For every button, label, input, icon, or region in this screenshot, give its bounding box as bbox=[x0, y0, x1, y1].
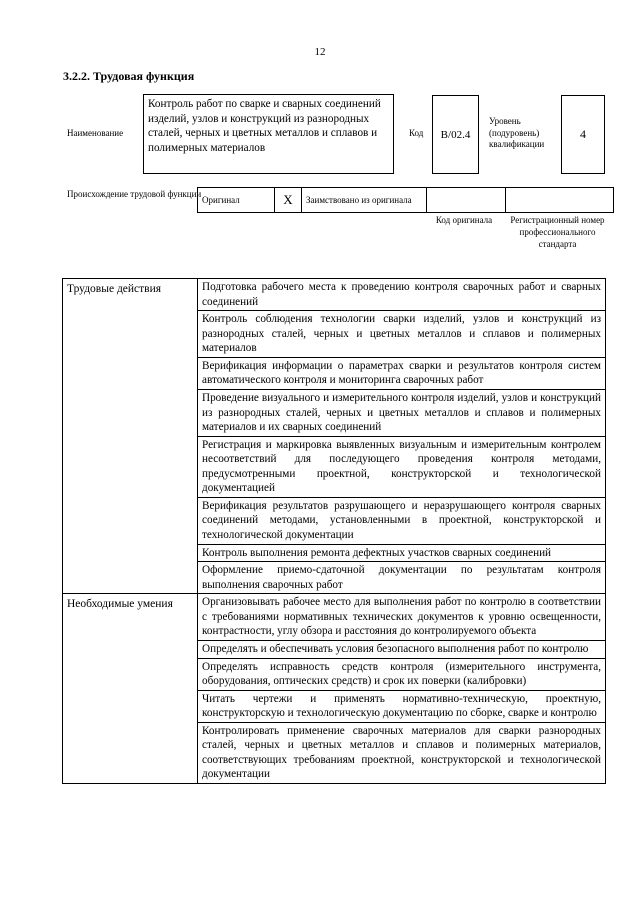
table-item: Читать чертежи и применять нормативно-техническую, проектную, конструкторскую и технологическую документацию по сборке, сварке и контролю bbox=[198, 690, 606, 722]
borrowed-label: Заимствовано из оригинала bbox=[302, 188, 427, 213]
table-item: Верификация результатов разрушающего и неразрушающего контроля сварных соединений методами, установленными в проектной, конструкторской и технологической документации bbox=[198, 497, 606, 544]
table-item: Определять исправность средств контроля (измерительного инструмента, оборудования, оптических средств) и срок их поверки (калибровки) bbox=[198, 658, 606, 690]
origin-label: Происхождение трудовой функции bbox=[67, 189, 202, 199]
table-row bbox=[63, 279, 606, 311]
page-number: 12 bbox=[314, 46, 326, 58]
original-code-caption: Код оригинала bbox=[435, 215, 493, 225]
table-item: Определять и обеспечивать условия безопасного выполнения работ по контролю bbox=[198, 640, 606, 658]
table-item: Организовывать рабочее место для выполнения работ по контролю в соответствии с требованиями нормативных технических документов к уровню освещенности, контрастности, углу обзора и расстояния до контролируемого объекта bbox=[198, 594, 606, 641]
code-label: Код bbox=[409, 128, 424, 138]
level-label-line-2: (подуровень) bbox=[489, 127, 540, 138]
original-mark: X bbox=[275, 188, 302, 213]
function-name-box: Контроль работ по сварке и сварных соединений изделий, узлов и конструкций из разнородных сталей, черных и цветных металлов и сплавов и полимерных материалов bbox=[143, 94, 394, 174]
table-item: Контроль соблюдения технологии сварки изделий, узлов и конструкций из разнородных сталей, черных и цветных металлов и сплавов и полимерных материалов bbox=[198, 311, 606, 358]
name-label: Наименование bbox=[67, 128, 124, 138]
origin-table bbox=[197, 187, 614, 213]
table-item: Подготовка рабочего места к проведению контроля сварочных работ и сварных соединений bbox=[198, 279, 606, 311]
section-heading: 3.2.2. Трудовая функция bbox=[63, 69, 195, 83]
level-label-line-3: квалификации bbox=[489, 139, 545, 150]
registration-number-cell bbox=[506, 188, 614, 213]
qualification-level-label bbox=[489, 116, 544, 151]
qualification-level-box: 4 bbox=[561, 95, 605, 174]
table-item: Проведение визуального и измерительного контроля изделий, узлов и конструкций из разнородных сталей, черных и цветных металлов и сплавов и полимерных материалов и их сварных соединений bbox=[198, 389, 606, 436]
function-code-box: В/02.4 bbox=[432, 95, 479, 174]
functions-table bbox=[62, 278, 606, 784]
table-item: Регистрация и маркировка выявленных визуальным и измерительным контролем несоответствий для последующего проведения контроля методами, предусмотренными проектной, конструкторской и технологической документацией bbox=[198, 436, 606, 497]
table-row bbox=[63, 594, 606, 641]
level-label-line-1: Уровень bbox=[489, 116, 521, 126]
table-item: Оформление приемо-сдаточной документации по результатам контроля выполнения сварочных работ bbox=[198, 562, 606, 594]
table-item: Контролировать применение сварочных материалов для сварки разнородных сталей, черных и цветных металлов и сплавов и полимерных материалов, соответствующих требованиям проектной, конструкторской и технологической документации bbox=[198, 722, 606, 783]
table-item: Верификация информации о параметрах сварки и результатов контроля систем автоматического контроля и мониторинга сварочных работ bbox=[198, 357, 606, 389]
original-code-cell bbox=[427, 188, 506, 213]
original-label: Оригинал bbox=[198, 188, 275, 213]
section-title: Необходимые умения bbox=[63, 594, 198, 784]
section-title: Трудовые действия bbox=[63, 279, 198, 594]
table-item: Контроль выполнения ремонта дефектных участков сварных соединений bbox=[198, 544, 606, 562]
registration-number-caption: Регистрационный номер профессионального стандарта bbox=[510, 215, 605, 250]
